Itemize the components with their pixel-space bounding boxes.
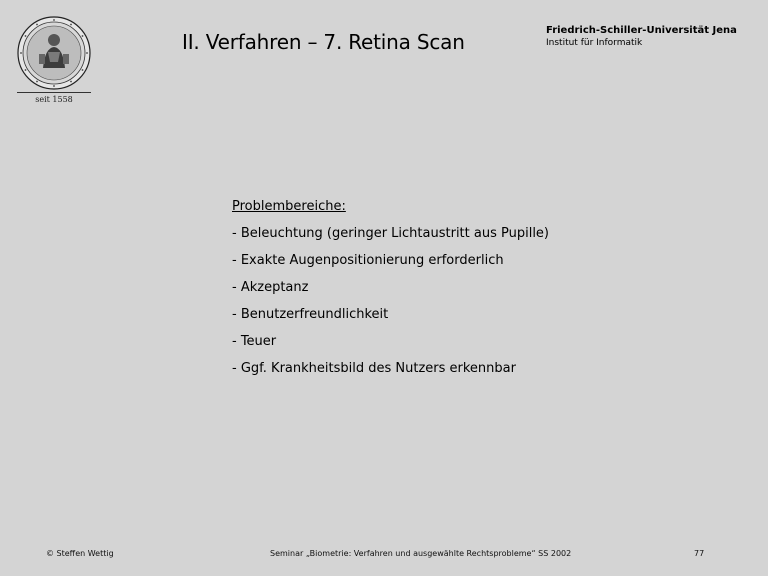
list-item: - Ggf. Krankheitsbild des Nutzers erkennbar (232, 361, 516, 376)
list-item: - Benutzerfreundlichkeit (232, 307, 389, 322)
content-heading: Problembereiche: (232, 199, 346, 214)
seal-divider (17, 92, 91, 93)
university-name: Friedrich-Schiller-Universität Jena (546, 25, 737, 36)
seal-caption: seit 1558 (35, 95, 73, 104)
slide-title: II. Verfahren – 7. Retina Scan (182, 30, 465, 54)
list-item: - Beleuchtung (geringer Lichtaustritt aus Pupille) (232, 226, 549, 241)
page-number: 77 (694, 549, 705, 558)
list-item: - Teuer (232, 334, 277, 349)
university-block (546, 24, 737, 49)
institute-name: Institut für Informatik (546, 38, 643, 48)
list-item: - Akzeptanz (232, 280, 309, 295)
slide-content (232, 198, 549, 387)
list-item: - Exakte Augenpositionierung erforderlich (232, 253, 504, 268)
footer-seminar: Seminar „Biometrie: Verfahren und ausgewählte Rechtsprobleme“ SS 2002 (270, 549, 572, 558)
university-seal-logo (17, 16, 91, 90)
footer-author: © Steffen Wettig (46, 549, 114, 558)
